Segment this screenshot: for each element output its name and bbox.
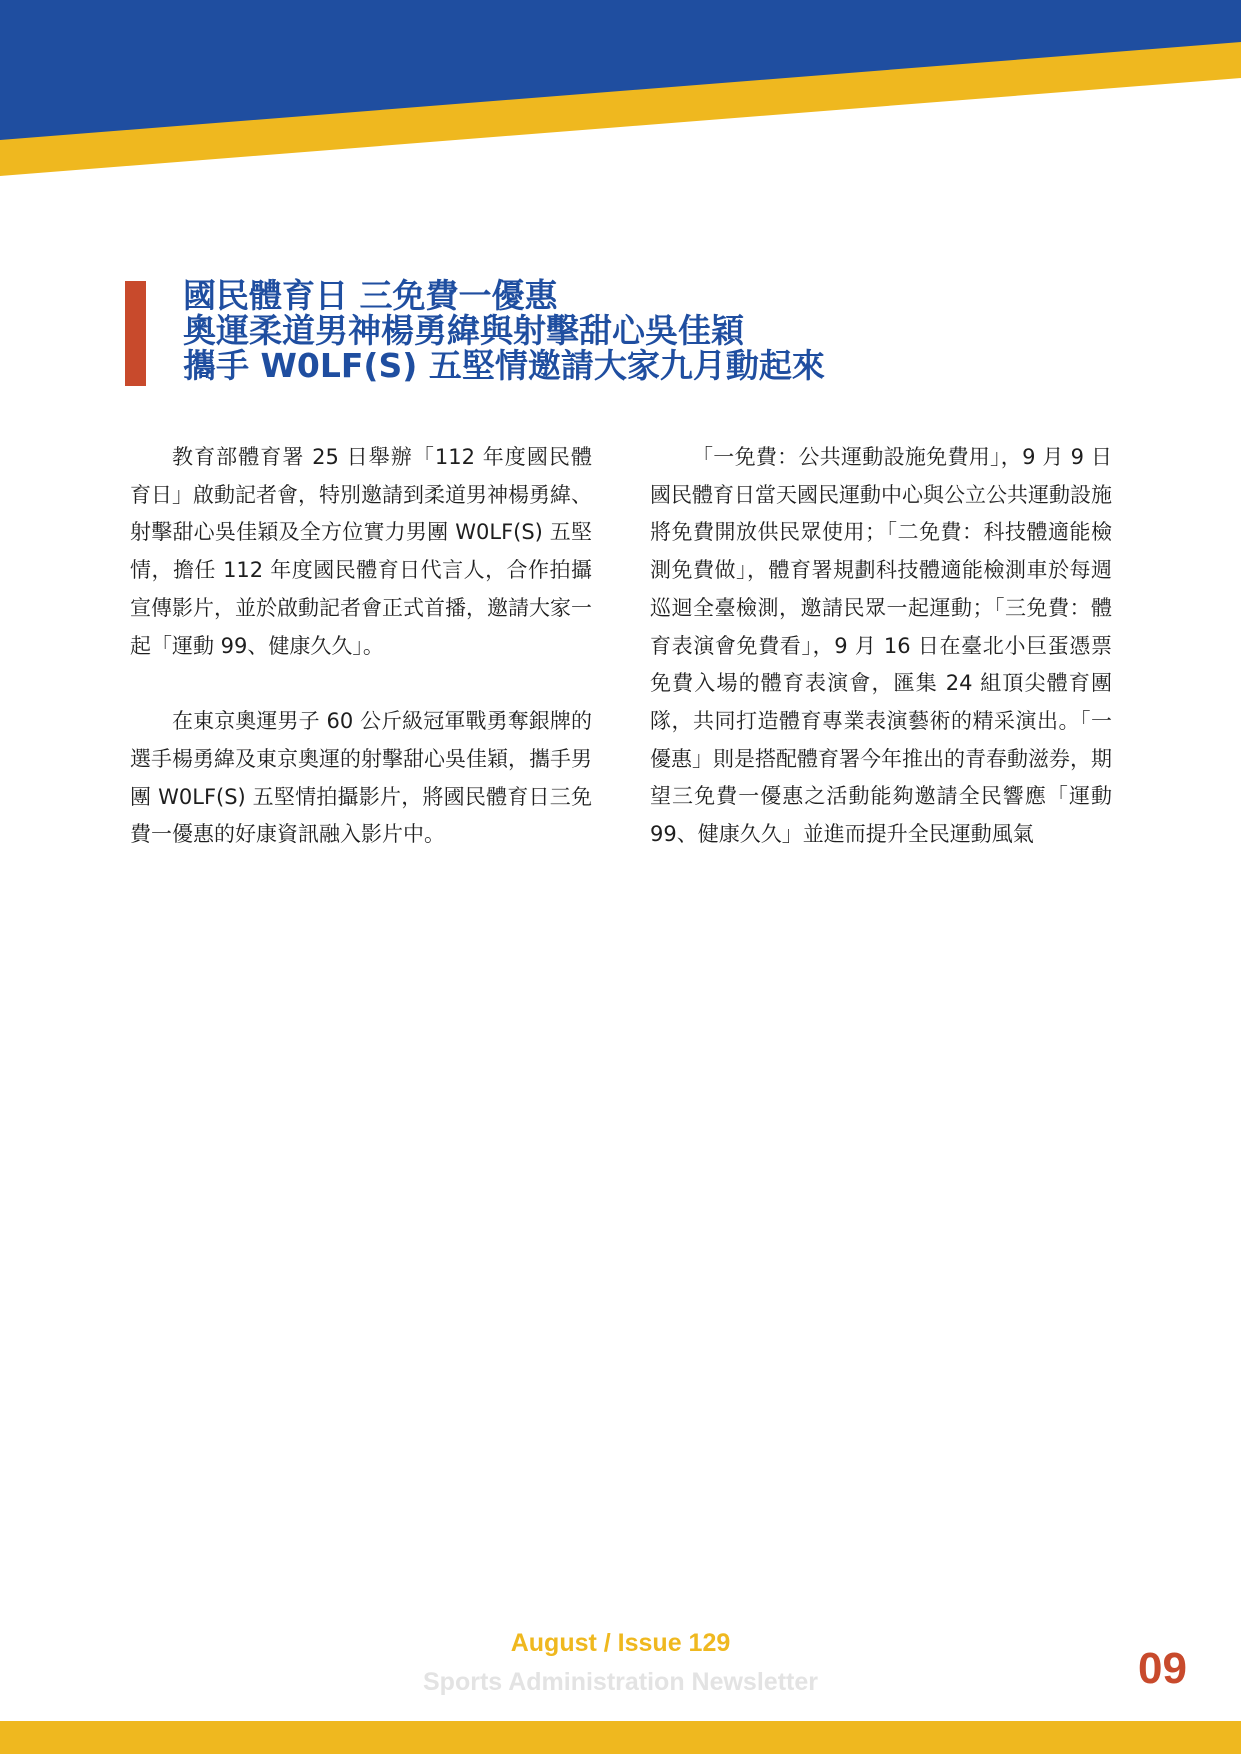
headline-line-1: 國民體育日 三免費一優惠 [183,276,558,315]
article-paragraph: 在東京奧運男子 60 公斤級冠軍戰勇奪銀牌的選手楊勇緯及東京奧運的射擊甜心吳佳穎，攜手男團 W0LF(S) 五堅情拍攝影片，將國民體育日三免費一優惠的好康資訊融入影片中。 [130,709,592,847]
header-banner [0,0,1241,180]
headline [183,278,1183,383]
page-number: 09 [1138,1644,1187,1693]
headline-line-2: 奧運柔道男神楊勇緯與射擊甜心吳佳穎 [183,311,744,350]
article-paragraph: 「一免費：公共運動設施免費用」，9 月 9 日國民體育日當天國民運動中心與公立公共運動設施將免費開放供民眾使用；「二免費：科技體適能檢測免費做」，體育署規劃科技體適能檢測車於每週巡迴全臺檢測，邀請民眾一起運動；「三免費：體育表演會免費看」，9 月 16 日在臺北小巨蛋憑票免費入場的體育表演會，匯集 24 組頂尖體育團隊，共同打造體育專業表演藝術的精采演出。「一優惠」則是搭配體育署今年推出的青春動滋券，期望三免費一優惠之活動能夠邀請全民響應「運動 99、健康久久」並進而提升全民運動風氣 [650,445,1112,847]
article-left-column [130,439,592,892]
publication-name: Sports Administration Newsletter [423,1668,818,1696]
footer-strip [0,1721,1241,1754]
article-right-column [650,439,1112,892]
article-paragraph: 教育部體育署 25 日舉辦「112 年度國民體育日」啟動記者會，特別邀請到柔道男神楊勇緯、射擊甜心吳佳穎及全方位實力男團 W0LF(S) 五堅情，擔任 112 年度國民體育日代言人，合作拍攝宣傳影片，並於啟動記者會正式首播，邀請大家一起「運動 99、健康久久」。 [130,445,592,658]
issue-label: August / Issue 129 [510,1629,731,1657]
headline-line-3: 攜手 W0LF(S) 五堅情邀請大家九月動起來 [183,346,825,385]
headline-accent-bar [125,281,146,386]
